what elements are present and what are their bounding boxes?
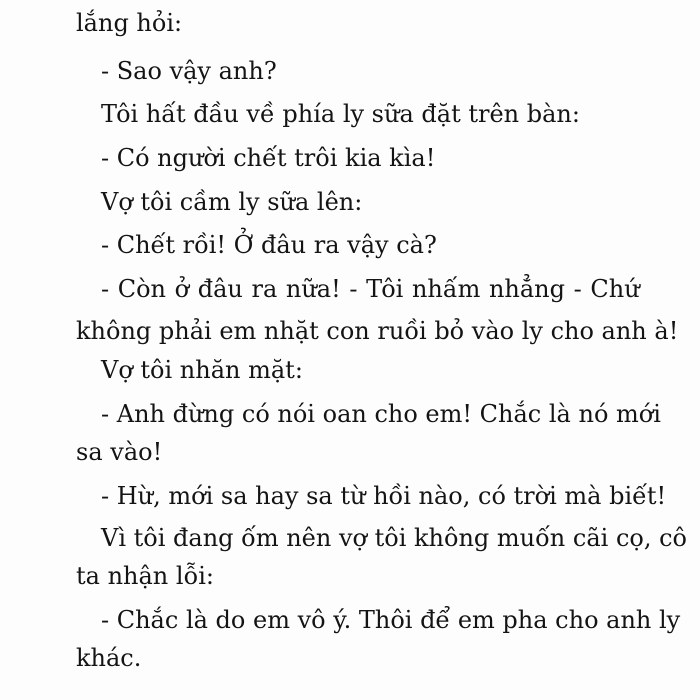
dialogue-line: - Chết rồi! Ở đâu ra vậy cà? [101, 231, 437, 259]
text-continuation: ta nhận lỗi: [76, 562, 215, 590]
text-line: Tôi hất đầu về phía ly sữa đặt trên bàn: [101, 100, 580, 128]
dialogue-line: - Sao vậy anh? [101, 57, 277, 85]
dialogue-line: - Còn ở đâu ra nữa! - Tôi nhấm nhẳng - Chứ [101, 275, 640, 303]
dialogue-continuation: sa vào! [76, 438, 163, 466]
dialogue-line: - Anh đừng có nói oan cho em! Chắc là nó mới [101, 400, 661, 428]
text-line: Vợ tôi cầm ly sữa lên: [101, 188, 363, 216]
dialogue-line: - Có người chết trôi kia kìa! [101, 144, 436, 172]
dialogue-line: - Hừ, mới sa hay sa từ hồi nào, có trời mà biết! [101, 482, 667, 510]
text-line: lắng hỏi: [76, 9, 183, 37]
text-line: Vì tôi đang ốm nên vợ tôi không muốn cãi cọ, cô [101, 524, 687, 552]
dialogue-line: - Chắc là do em vô ý. Thôi để em pha cho anh ly [101, 606, 681, 634]
dialogue-continuation: không phải em nhặt con ruồi bỏ vào ly cho anh à! [76, 317, 679, 345]
text-line: Vợ tôi nhăn mặt: [101, 356, 303, 384]
dialogue-continuation: khác. [76, 644, 142, 672]
